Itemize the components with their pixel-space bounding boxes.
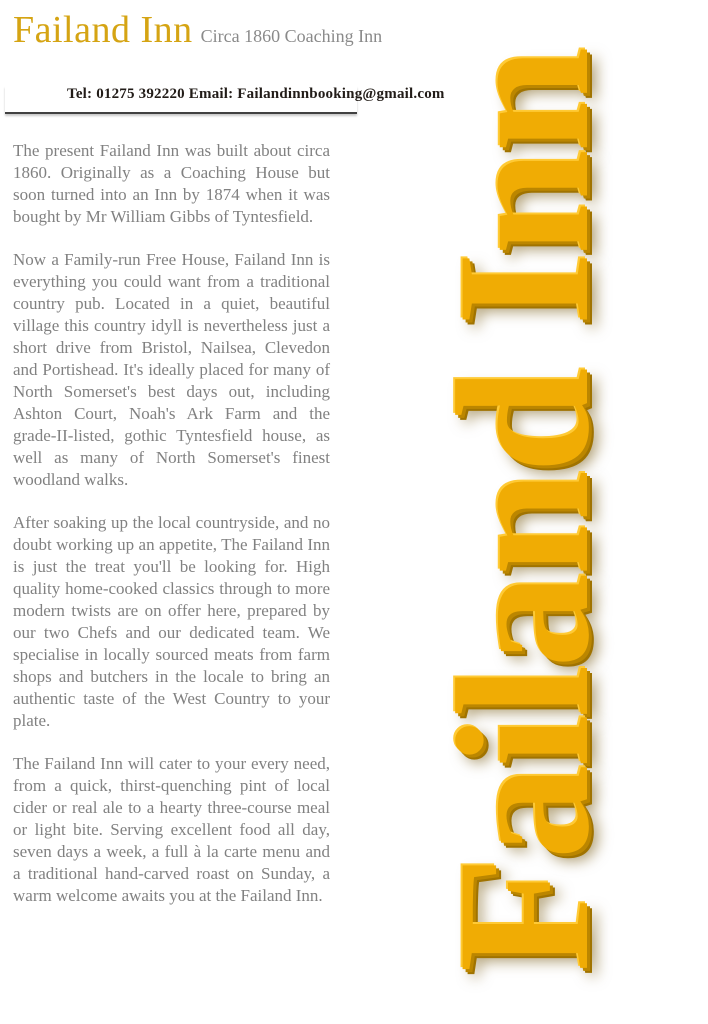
paragraph-history: The present Failand Inn was built about circa 1860. Originally as a Coaching House but soon turned into an Inn by 1874 when it was bought by Mr William Gibbs of Tyntesfield. bbox=[13, 141, 330, 226]
paragraph-welcome: The Failand Inn will cater to your every need, from a quick, thirst-quenching pint of local cider or real ale to a hearty three-course meal or light bite. Serving excellent food all day, seven days a week, a full à la carte menu and a traditional hand-carved roast on Sunday, a warm welcome awaits you at the Failand Inn. bbox=[13, 754, 330, 905]
article-body bbox=[13, 140, 330, 928]
contact-line: Tel: 01275 392220 Email: Failandinnbooking@gmail.com bbox=[67, 86, 445, 102]
brand-header bbox=[13, 10, 382, 52]
page-subtitle: Circa 1860 Coaching Inn bbox=[200, 26, 383, 46]
page-title: Failand Inn bbox=[13, 9, 193, 51]
vertical-brand-banner: Failand Inn bbox=[419, 49, 629, 973]
paragraph-location: Now a Family-run Free House, Failand Inn is everything you could want from a traditional country pub. Located in a quiet, beautiful village this country idyll is nevertheless just a short drive from Bristol, Nailsea, Clevedon and Portishead. It's ideally placed for many of North Somerset's best days out, including Ashton Court, Noah's Ark Farm and the grade-II-listed, gothic Tyntesfield house, as well as many of North Somerset's finest woodland walks. bbox=[13, 250, 330, 489]
paragraph-food: After soaking up the local countryside, and no doubt working up an appetite, The Failand Inn is just the treat you'll be looking for. High quality home-cooked classics through to more modern twists are on offer here, prepared by our two Chefs and our dedicated team. We specialise in locally sourced meats from farm shops and butchers in the locale to bring an authentic taste of the West Country to your plate. bbox=[13, 513, 330, 730]
contact-bar bbox=[5, 86, 445, 114]
